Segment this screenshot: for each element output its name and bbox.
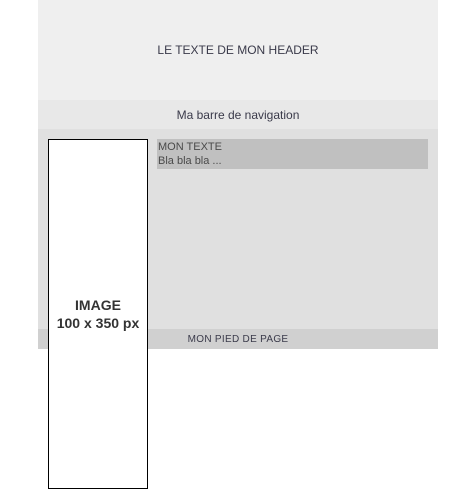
navigation-bar <box>38 100 438 129</box>
image-placeholder <box>48 139 148 489</box>
image-size: 100 x 350 px <box>56 315 140 331</box>
footer-text: MON PIED DE PAGE <box>187 333 289 345</box>
header-text: LE TEXTE DE MON HEADER <box>157 43 319 57</box>
text-box <box>157 139 428 169</box>
image-label: IMAGE <box>75 297 121 313</box>
text-title: MON TEXTE <box>158 141 222 153</box>
navigation-text: Ma barre de navigation <box>176 107 300 122</box>
text-body: Bla bla bla ... <box>158 155 222 167</box>
header <box>38 0 438 100</box>
